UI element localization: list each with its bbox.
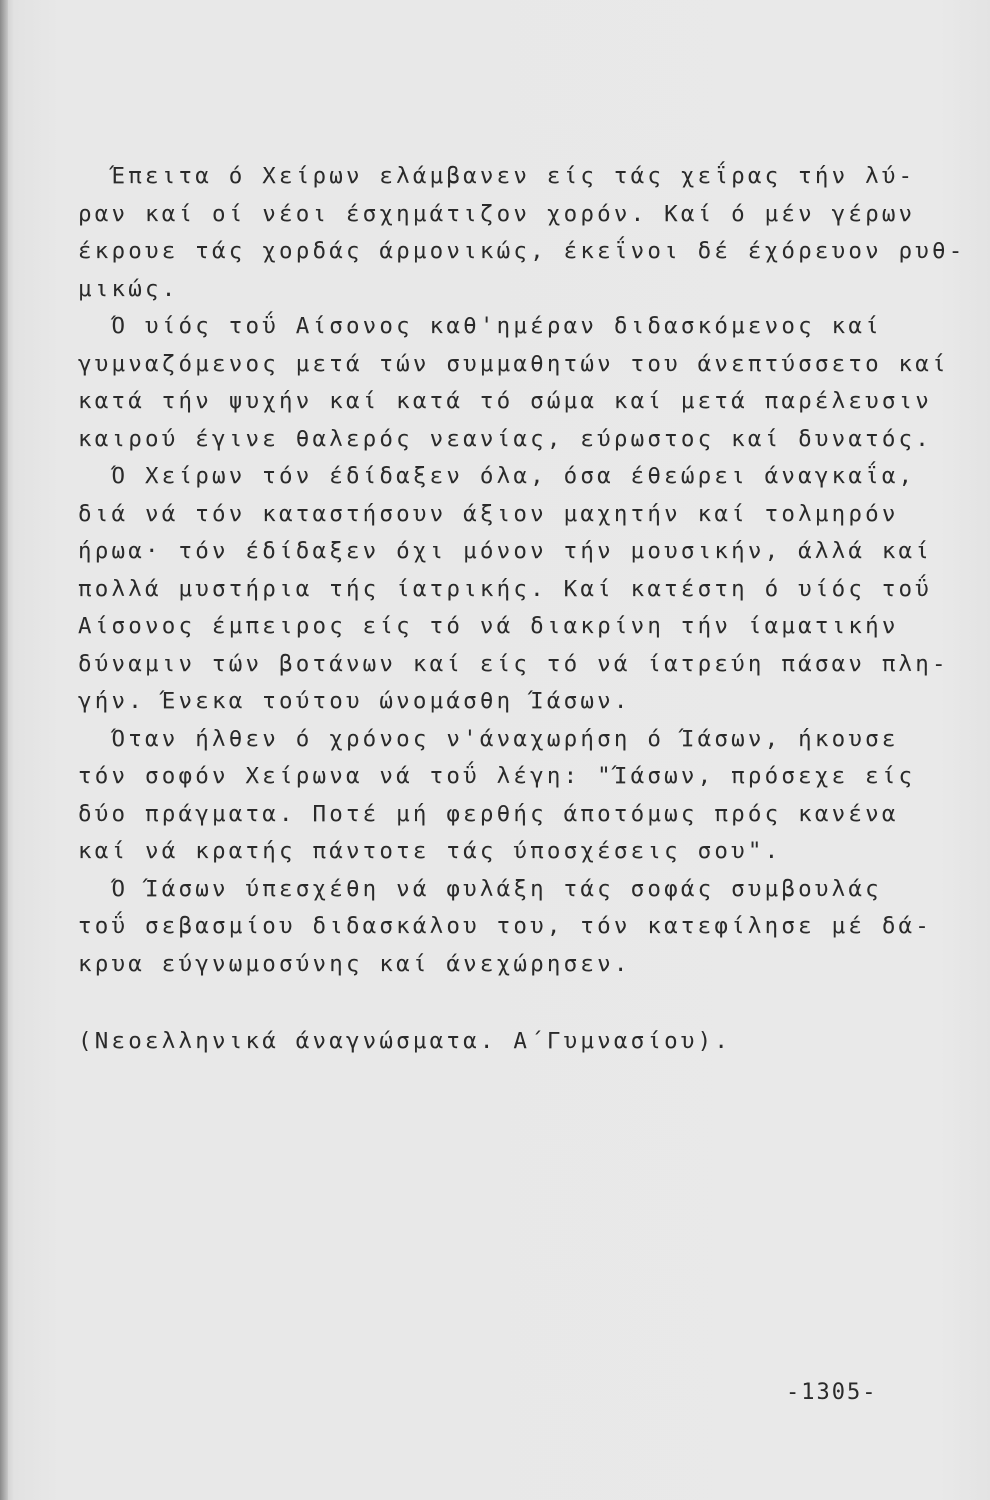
text-line: κρυα εύγνωμοσύνης καί άνεχώρησεν. xyxy=(78,950,631,977)
text-line: κατά τήν ψυχήν καί κατά τό σώμα καί μετά παρέλευσιν xyxy=(78,388,933,414)
text-line: Αίσονος έμπειρος είς τό νά διακρίνη τήν ίαματικήν xyxy=(78,613,899,639)
text-line: μικώς. xyxy=(78,275,179,302)
text-line: έκρουε τάς χορδάς άρμονικώς, έκεΐνοι δέ έχόρευον ρυθ- xyxy=(78,238,966,264)
citation: (Νεοελληνικά άναγνώσματα. Α΄Γυμνασίου). xyxy=(78,1028,732,1054)
text-line: ραν καί οί νέοι έσχημάτιζον χορόν. Καί ό μέν γέρων xyxy=(78,200,916,227)
text-line: πολλά μυστήρια τής ίατρικής. Καί κατέστη ό υίός τοΰ xyxy=(78,575,933,602)
text-line: διά νά τόν καταστήσουν άξιον μαχητήν καί τολμηρόν xyxy=(78,500,899,527)
text-line: Έπειτα ό Χείρων ελάμβανεν είς τάς χεΐρας τήν λύ- xyxy=(78,163,916,189)
text-line: Ό υίός τοΰ Αίσονος καθ'ημέραν διδασκόμενος καί xyxy=(78,313,882,339)
text-line: ήρωα· τόν έδίδαξεν όχι μόνον τήν μουσικήν, άλλά καί xyxy=(78,538,933,564)
body-text xyxy=(78,158,966,1061)
text-line: γήν. Ένεκα τούτου ώνομάσθη Ίάσων. xyxy=(78,688,631,714)
page-number: -1305- xyxy=(786,1380,878,1405)
text-line: καί νά κρατής πάντοτε τάς ύποσχέσεις σου". xyxy=(78,838,782,864)
text-line: καιρού έγινε θαλερός νεανίας, εύρωστος καί δυνατός. xyxy=(78,425,933,452)
text-line: Όταν ήλθεν ό χρόνος ν'άναχωρήση ό Ίάσων, ήκουσε xyxy=(78,725,899,752)
text-line: Ό Ίάσων ύπεσχέθη νά φυλάξη τάς σοφάς συμβουλάς xyxy=(78,875,882,902)
text-line: Ό Χείρων τόν έδίδαξεν όλα, όσα έθεώρει άναγκαΐα, xyxy=(78,463,916,489)
text-line: δύο πράγματα. Ποτέ μή φερθής άποτόμως πρός κανένα xyxy=(78,800,899,827)
text-line: τοΰ σεβασμίου διδασκάλου του, τόν κατεφίλησε μέ δά- xyxy=(78,913,933,939)
text-line: δύναμιν τών βοτάνων καί είς τό νά ίατρεύη πάσαν πλη- xyxy=(78,650,949,677)
text-line: γυμναζόμενος μετά τών συμμαθητών του άνεπτύσσετο καί xyxy=(78,350,949,377)
page-spine-shadow xyxy=(0,0,8,1500)
text-line: τόν σοφόν Χείρωνα νά τοΰ λέγη: "Ίάσων, πρόσεχε είς xyxy=(78,763,916,789)
